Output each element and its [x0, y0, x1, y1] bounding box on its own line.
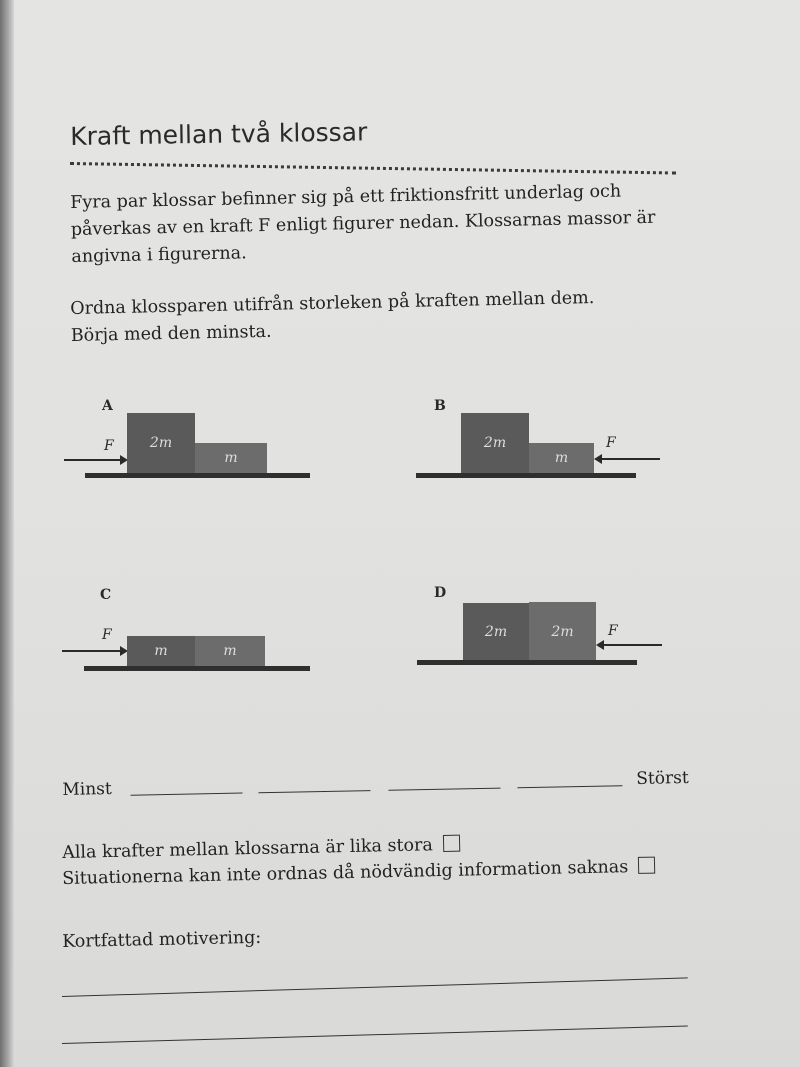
title-dotted-rule: [70, 162, 676, 175]
option-equal-label: Alla krafter mellan klossarna är lika stora: [62, 835, 434, 863]
ranking-row: [62, 756, 703, 808]
page-title: Kraft mellan två klossar: [70, 117, 368, 151]
book-spine-shadow: [0, 0, 14, 1067]
option-missing: [62, 857, 655, 889]
intro-line-1: Fyra par klossar befinner sig på ett friktionsfritt underlag och: [70, 181, 622, 213]
figure-a-force-label: F: [104, 438, 114, 454]
figure-b-block-m: m: [529, 443, 594, 473]
ranking-min-label: Minst: [62, 779, 112, 800]
task-line-2: Börja med den minsta.: [70, 321, 272, 346]
figure-c-force-label: F: [102, 627, 112, 643]
figure-d-ground: [417, 660, 637, 665]
figure-d: [410, 580, 680, 670]
option-equal: [62, 835, 460, 863]
figure-c-block-m-2: m: [195, 636, 265, 666]
figure-a: [60, 395, 320, 485]
figure-a-block-m: m: [195, 443, 267, 473]
figure-b-force-arrow: [596, 458, 660, 460]
option-equal-checkbox[interactable]: [443, 835, 460, 852]
option-missing-checkbox[interactable]: [638, 857, 655, 874]
motivation-line-2[interactable]: [62, 1026, 688, 1044]
intro-line-2: påverkas av en kraft F enligt figurer nedan. Klossarnas massor är: [70, 207, 656, 240]
figure-c-label: C: [100, 587, 112, 603]
figure-a-ground: [85, 473, 310, 478]
intro-line-3: angivna i figurerna.: [71, 243, 247, 267]
figure-d-force-arrow: [598, 644, 662, 646]
figure-a-force-arrow: [64, 459, 126, 461]
ranking-blank-1[interactable]: [131, 793, 243, 796]
figure-c: [60, 585, 320, 675]
task-paragraph: [70, 283, 671, 350]
ranking-blank-2[interactable]: [259, 790, 371, 793]
task-line-1: Ordna klossparen utifrån storleken på kraften mellan dem.: [70, 288, 595, 319]
figure-b-force-label: F: [606, 435, 616, 451]
option-missing-label: Situationerna kan inte ordnas då nödvändig information saknas: [62, 857, 629, 889]
figure-b: [410, 395, 680, 485]
figure-a-block-2m: 2m: [127, 413, 195, 473]
figure-d-block-2m-1: 2m: [463, 603, 529, 661]
figure-c-block-m-1: m: [127, 636, 195, 666]
figure-b-label: B: [434, 398, 446, 414]
figure-c-force-arrow: [62, 650, 126, 652]
figure-b-block-2m: 2m: [461, 413, 529, 473]
figure-d-label: D: [434, 585, 447, 601]
ranking-blank-3[interactable]: [388, 788, 500, 791]
figure-a-label: A: [102, 398, 113, 414]
figure-c-ground: [84, 666, 310, 671]
figure-d-force-label: F: [608, 623, 618, 639]
ranking-blank-4[interactable]: [517, 785, 622, 788]
ranking-max-label: Störst: [636, 767, 689, 789]
figure-b-ground: [416, 473, 636, 478]
intro-paragraph: [70, 177, 672, 271]
figure-d-block-2m-2: 2m: [529, 602, 596, 661]
motivation-line-1[interactable]: [62, 977, 688, 997]
motivation-label: Kortfattad motivering:: [62, 927, 262, 952]
